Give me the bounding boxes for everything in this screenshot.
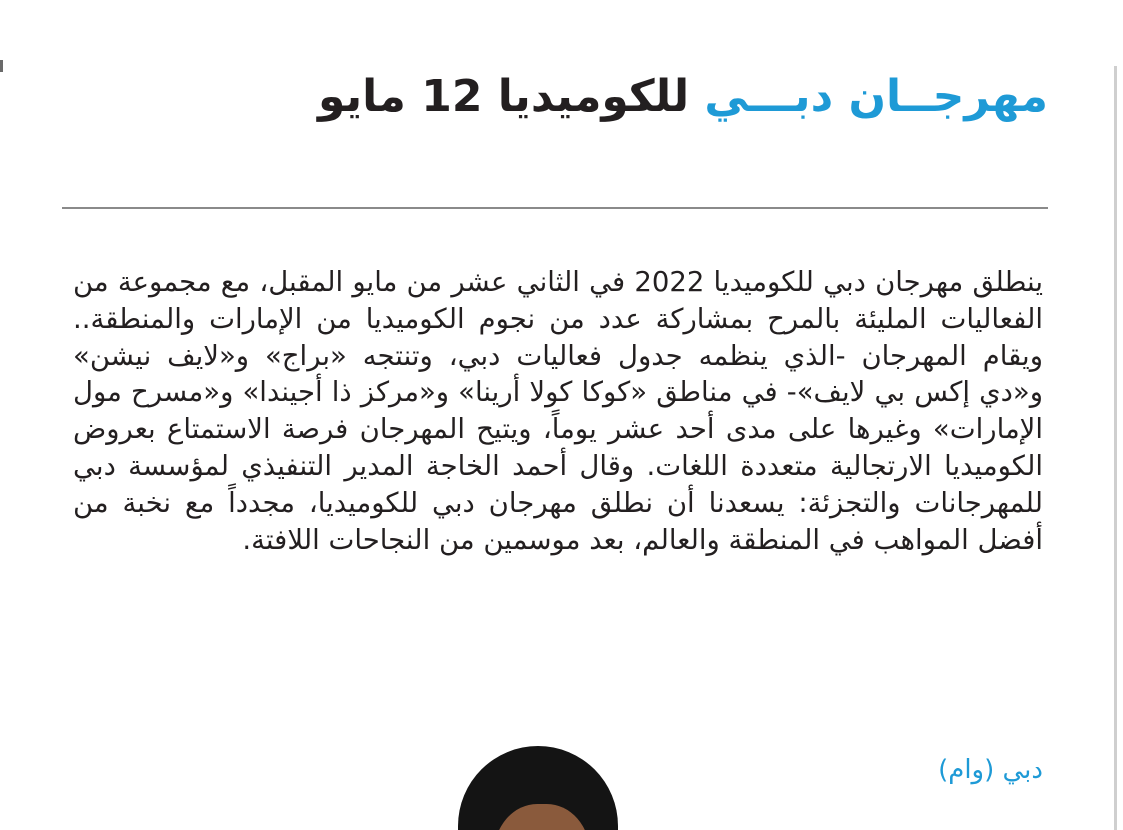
dateline: دبي (وام) — [938, 755, 1043, 785]
person-photo — [430, 726, 650, 830]
headline-rest: للكوميديا 12 مايو — [318, 71, 690, 122]
headline-accent: مهرجــان دبـــي — [704, 71, 1048, 122]
column-divider — [1114, 66, 1117, 830]
article-body: ينطلق مهرجان دبي للكوميديا 2022 في الثاني عشر من مايو المقبل، مع مجموعة من الفعاليات المليئة بالمرح بمشاركة عدد من نجوم الكوميديا من الإمارات والمنطقة.. ويقام المهرجان -الذي ينظمه جدول فعاليات دبي، وتنتجه «براج» و«لايف نيشن» و«دي إكس بي لايف»- في مناطق «كوكا كولا أرينا» و«مركز ذا أجيندا» و«مسرح مول الإمارات» وغيرها على مدى أحد عشر يوماً، ويتيح المهرجان فرصة الاستمتاع بعروض الكوميديا الارتجالية متعددة اللغات. وقال أحمد الخاجة المدير التنفيذي لمؤسسة دبي للمهرجانات والتجزئة: يسعدنا أن نطلق مهرجان دبي للكوميديا، مجدداً مع نخبة من أفضل المواهب في المنطقة والعالم، بعد موسمين من النجاحات اللافتة. — [73, 266, 1043, 556]
headline-rule — [62, 207, 1048, 209]
headline — [318, 62, 1048, 132]
page-edge-mark — [0, 60, 3, 72]
